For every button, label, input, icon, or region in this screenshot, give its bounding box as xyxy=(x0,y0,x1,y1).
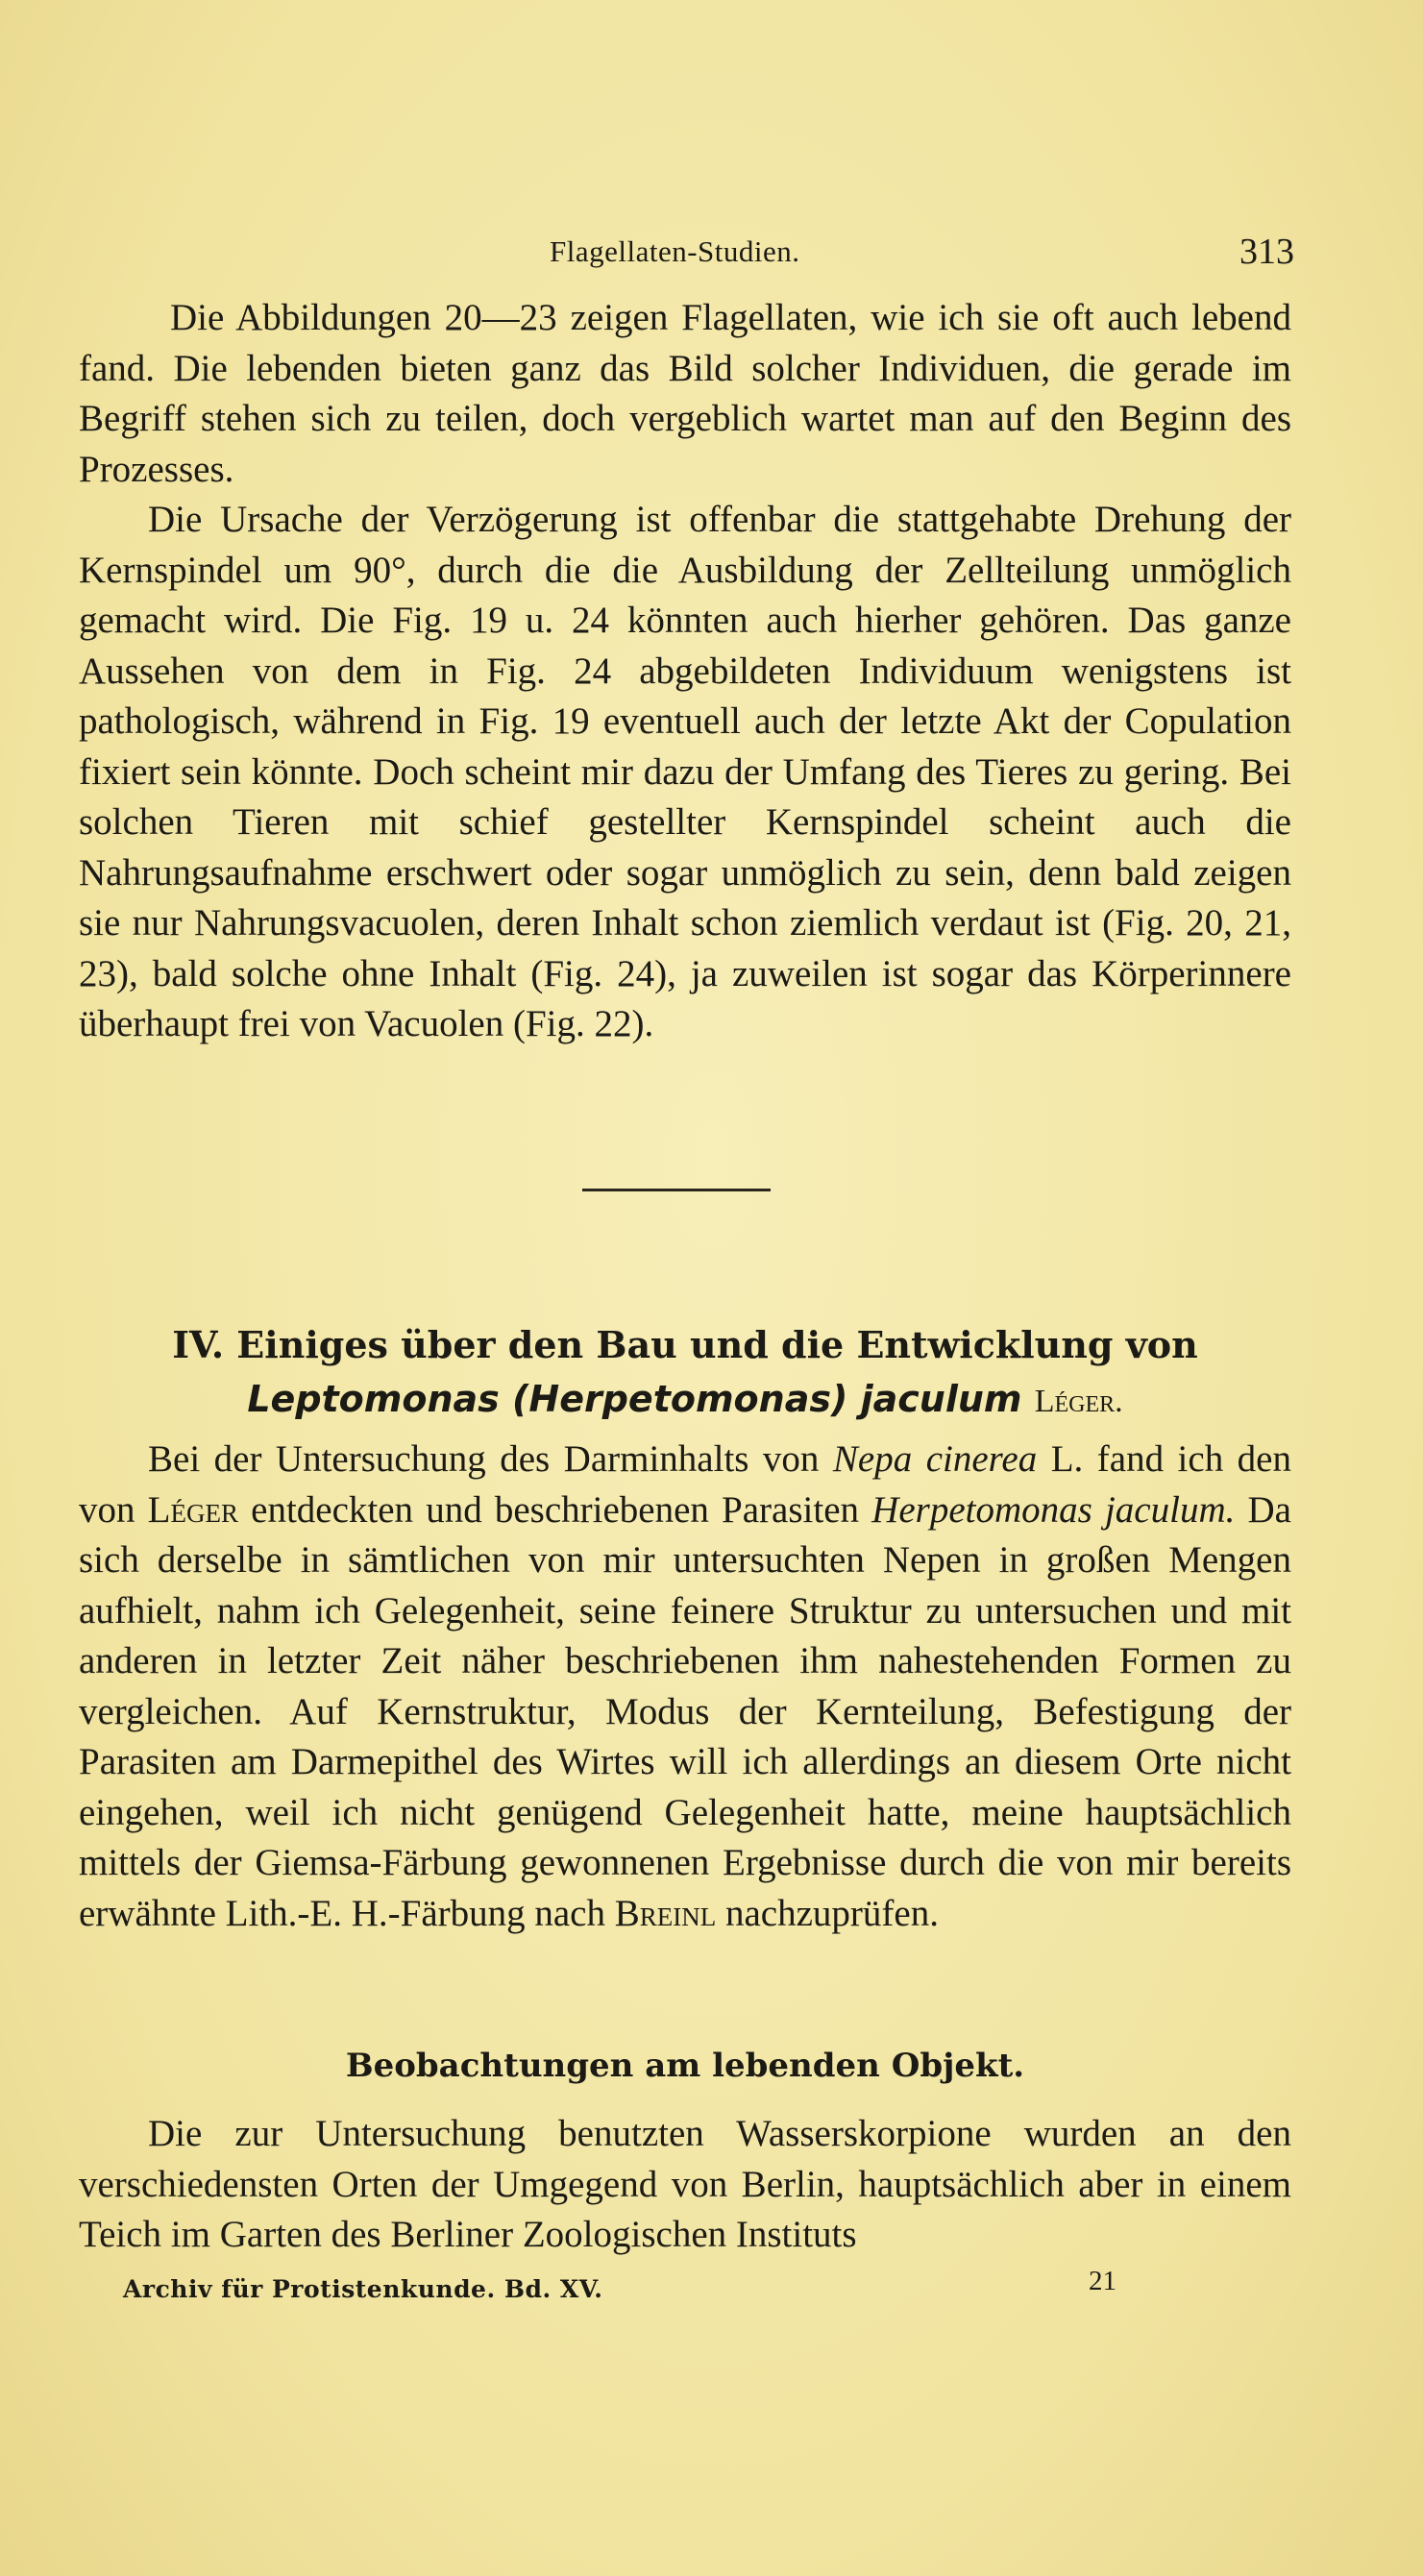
author-name: Léger xyxy=(147,1488,238,1531)
parasite-name: Herpetomonas jaculum. xyxy=(871,1488,1236,1531)
paragraph xyxy=(79,1435,1291,1939)
subsection-text xyxy=(79,2109,1291,2261)
host-species: Nepa cinerea xyxy=(832,1438,1038,1480)
text-run: Bei der Untersuchung des Darminhalts von xyxy=(148,1438,833,1480)
page-header xyxy=(0,229,1423,286)
page-footer xyxy=(0,2266,1423,2323)
text-run: L. fand ich den von xyxy=(79,1438,1291,1531)
text-run: entdeckten und beschriebenen Parasiten xyxy=(237,1488,872,1531)
paragraph: Die zur Untersuchung benutzten Wasserskorpione wurden an den verschiedensten Orten der Umgegend von Berlin, hauptsächlich aber in einem Teich im Garten des Berliner Zoologischen Instituts xyxy=(79,2113,1291,2255)
heading-author: Léger. xyxy=(1034,1384,1123,1419)
running-title: Flagellaten-Studien. xyxy=(550,234,800,268)
section-divider xyxy=(582,1189,771,1191)
page-number: 313 xyxy=(1239,232,1294,272)
author-name: Breinl xyxy=(614,1892,717,1934)
text-run: Da sich derselbe in sämtlichen von mir untersuchten Nepen in großen Mengen aufhielt, nahm ich Gelegenheit, seine feinere Struktur zu untersuchen und mit anderen in letzter Zeit näher beschriebenen ihm nahestehenden Formen zu vergleichen. Auf Kernstruktur, Modus der Kernteilung, Befestigung der Parasiten am Darmepithel des Wirtes will ich allerdings an diesem Orte nicht eingehen, weil ich nicht genügend Gelegenheit hatte, meine hauptsächlich mittels der Giemsa-Färbung gewonnenen Ergebnisse durch die von mir bereits erwähnte Lith.-E. H.-Färbung nach xyxy=(79,1488,1291,1934)
subsection-heading: Beobachtungen am lebenden Objekt. xyxy=(345,2047,1025,2085)
paragraph: Die Abbildungen 20—23 zeigen Flagellaten, wie ich sie oft auch lebend fand. Die lebenden bieten ganz das Bild solcher Individuen, die gerade im Begriff stehen sich zu teilen, doch vergeblich wartet man auf den Beginn des Prozesses. xyxy=(79,297,1291,490)
text-run: nachzuprüfen. xyxy=(716,1892,939,1934)
heading-line-1: IV. Einiges über den Bau und die Entwicklung von xyxy=(172,1323,1198,1366)
paragraph: Die Ursache der Verzögerung ist offenbar die stattgehabte Drehung der Kernspindel um 90°, durch die die Ausbildung der Zellteilung unmöglich gemacht wird. Die Fig. 19 u. 24 könnten auch hierher gehören. Das ganze Aussehen von dem in Fig. 24 abgebildeten Individuum wenigstens ist pathologisch, während in Fig. 19 eventuell auch der letzte Akt der Copulation fixiert sein könnte. Doch scheint mir dazu der Umfang des Tieres zu gering. Bei solchen Tieren mit schief gestellter Kernspindel scheint auch die Nahrungsaufnahme erschwert oder sogar unmöglich zu sein, denn bald zeigen sie nur Nahrungsvacuolen, deren Inhalt schon ziemlich verdaut ist (Fig. 20, 21, 23), bald solche ohne Inhalt (Fig. 24), ja zuweilen ist sogar das Körperinnere überhaupt frei von Vacuolen (Fig. 22). xyxy=(79,499,1291,1044)
section-heading xyxy=(79,1318,1291,1429)
section-text xyxy=(79,1435,1291,1939)
intro-text xyxy=(79,293,1291,1050)
heading-line-2 xyxy=(79,1372,1291,1429)
journal-reference: Archiv für Protistenkunde. Bd. XV. xyxy=(123,2275,603,2303)
genus-name: Leptomonas (Herpetomonas) jaculum xyxy=(247,1378,1022,1420)
signature-mark: 21 xyxy=(1089,2266,1116,2296)
